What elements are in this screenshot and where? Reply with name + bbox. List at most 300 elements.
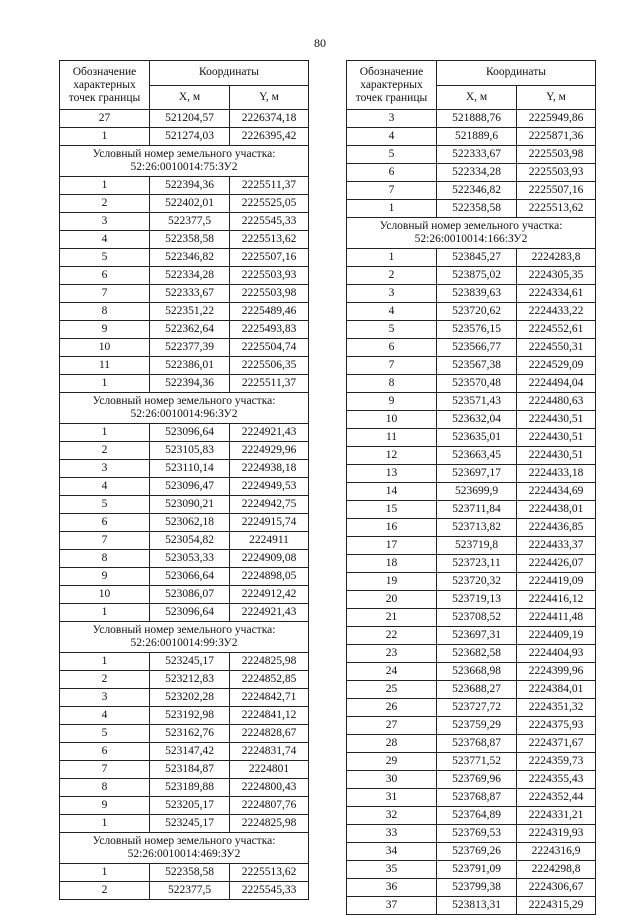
y-coordinate-cell: 2225513,62 [230, 864, 309, 882]
y-coordinate-cell: 2224898,05 [230, 568, 309, 586]
x-coordinate-cell: 523688,27 [437, 681, 517, 699]
x-coordinate-cell: 523839,63 [437, 285, 517, 303]
y-coordinate-cell: 2224433,18 [517, 465, 596, 483]
x-coordinate-cell: 522402,01 [150, 195, 230, 213]
y-coordinate-cell: 2224359,73 [517, 753, 596, 771]
y-coordinate-cell: 2226374,18 [230, 110, 309, 128]
x-coordinate-cell: 522394,36 [150, 177, 230, 195]
x-coordinate-cell: 523813,31 [437, 897, 517, 915]
point-number-cell: 3 [60, 460, 150, 478]
point-number-cell: 26 [347, 699, 437, 717]
point-number-cell: 5 [60, 249, 150, 267]
point-number-cell: 1 [60, 815, 150, 833]
y-coordinate-cell: 2225493,83 [230, 321, 309, 339]
point-number-cell: 34 [347, 843, 437, 861]
y-coordinate-cell: 2225489,46 [230, 303, 309, 321]
y-coordinate-cell: 2225507,16 [517, 182, 596, 200]
y-coordinate-cell: 2224529,09 [517, 357, 596, 375]
y-coordinate-cell: 2224298,8 [517, 861, 596, 879]
point-number-cell: 14 [347, 483, 437, 501]
table-row [60, 231, 309, 249]
table-row [347, 735, 596, 753]
point-number-cell: 23 [347, 645, 437, 663]
designation-header: Обозначение характерных точек границы [347, 61, 437, 110]
y-coordinate-cell: 2224316,9 [517, 843, 596, 861]
table-row [60, 285, 309, 303]
y-coordinate-cell: 2225506,35 [230, 357, 309, 375]
table-row [347, 483, 596, 501]
table-row [347, 146, 596, 164]
table-row [60, 743, 309, 761]
table-row [347, 681, 596, 699]
x-coordinate-cell: 523245,17 [150, 653, 230, 671]
y-coordinate-cell: 2224915,74 [230, 514, 309, 532]
table-row [60, 110, 309, 128]
x-coordinate-cell: 523202,28 [150, 689, 230, 707]
section-title-line1: Условный номер земельного участка: [92, 624, 276, 636]
point-number-cell: 11 [347, 429, 437, 447]
table-row [347, 182, 596, 200]
point-number-cell: 4 [60, 707, 150, 725]
table-row [60, 779, 309, 797]
x-header: X, м [437, 85, 517, 110]
y-coordinate-cell: 2224852,85 [230, 671, 309, 689]
point-number-cell: 6 [347, 164, 437, 182]
point-number-cell: 37 [347, 897, 437, 915]
x-coordinate-cell: 523632,04 [437, 411, 517, 429]
point-number-cell: 7 [60, 761, 150, 779]
table-row [60, 689, 309, 707]
point-number-cell: 6 [60, 743, 150, 761]
y-coordinate-cell: 2224494,04 [517, 375, 596, 393]
table-row [347, 555, 596, 573]
table-row [60, 725, 309, 743]
table-row [60, 321, 309, 339]
y-coordinate-cell: 2224355,43 [517, 771, 596, 789]
table-row [60, 550, 309, 568]
point-number-cell: 36 [347, 879, 437, 897]
y-coordinate-cell: 2224384,01 [517, 681, 596, 699]
x-coordinate-cell: 523066,64 [150, 568, 230, 586]
point-number-cell: 35 [347, 861, 437, 879]
section-row [60, 393, 309, 424]
x-coordinate-cell: 523086,07 [150, 586, 230, 604]
table-row [347, 645, 596, 663]
table-row [60, 478, 309, 496]
point-number-cell: 1 [60, 128, 150, 146]
point-number-cell: 4 [347, 303, 437, 321]
y-coordinate-cell: 2224909,08 [230, 550, 309, 568]
table-row [347, 447, 596, 465]
point-number-cell: 7 [347, 357, 437, 375]
x-coordinate-cell: 523668,98 [437, 663, 517, 681]
y-coordinate-cell: 2224305,35 [517, 267, 596, 285]
point-number-cell: 2 [60, 882, 150, 900]
x-coordinate-cell: 523162,76 [150, 725, 230, 743]
x-coordinate-cell: 522377,5 [150, 213, 230, 231]
table-row [60, 357, 309, 375]
x-coordinate-cell: 521888,76 [437, 110, 517, 128]
table-row [60, 267, 309, 285]
x-coordinate-cell: 523147,42 [150, 743, 230, 761]
x-coordinate-cell: 523759,29 [437, 717, 517, 735]
table-row [60, 213, 309, 231]
x-coordinate-cell: 523711,84 [437, 501, 517, 519]
point-number-cell: 31 [347, 789, 437, 807]
x-coordinate-cell: 522386,01 [150, 357, 230, 375]
y-coordinate-cell: 2224331,21 [517, 807, 596, 825]
x-coordinate-cell: 523567,38 [437, 357, 517, 375]
table-row [347, 164, 596, 182]
point-number-cell: 8 [60, 550, 150, 568]
x-coordinate-cell: 523635,01 [437, 429, 517, 447]
point-number-cell: 7 [60, 285, 150, 303]
point-number-cell: 2 [60, 442, 150, 460]
x-coordinate-cell: 522377,5 [150, 882, 230, 900]
x-coordinate-cell: 523096,64 [150, 424, 230, 442]
point-number-cell: 22 [347, 627, 437, 645]
x-coordinate-cell: 523719,8 [437, 537, 517, 555]
x-coordinate-cell: 523062,18 [150, 514, 230, 532]
x-coordinate-cell: 522346,82 [437, 182, 517, 200]
table-row [347, 663, 596, 681]
cadastral-number: 52:26:0010014:99:ЗУ2 [130, 637, 238, 649]
table-row [347, 699, 596, 717]
left-table-body [60, 110, 309, 900]
table-row [60, 653, 309, 671]
x-coordinate-cell: 522358,58 [150, 231, 230, 249]
table-row [60, 303, 309, 321]
y-coordinate-cell: 2224949,53 [230, 478, 309, 496]
table-row [60, 375, 309, 393]
x-coordinate-cell: 522358,58 [437, 200, 517, 218]
x-coordinate-cell: 523110,14 [150, 460, 230, 478]
y-coordinate-cell: 2225503,98 [230, 285, 309, 303]
point-number-cell: 7 [347, 182, 437, 200]
point-number-cell: 15 [347, 501, 437, 519]
y-coordinate-cell: 2224430,51 [517, 447, 596, 465]
y-coordinate-cell: 2225503,98 [517, 146, 596, 164]
cadastral-number: 52:26:0010014:469:ЗУ2 [127, 848, 241, 860]
y-coordinate-cell: 2224430,51 [517, 429, 596, 447]
table-row [60, 496, 309, 514]
x-coordinate-cell: 523697,31 [437, 627, 517, 645]
table-row [347, 609, 596, 627]
coordinates-table-right [346, 60, 596, 915]
x-coordinate-cell: 521889,6 [437, 128, 517, 146]
y-coordinate-cell: 2224828,67 [230, 725, 309, 743]
y-coordinate-cell: 2224433,37 [517, 537, 596, 555]
x-coordinate-cell: 522346,82 [150, 249, 230, 267]
point-number-cell: 25 [347, 681, 437, 699]
x-coordinate-cell: 521204,57 [150, 110, 230, 128]
y-coordinate-cell: 2224831,74 [230, 743, 309, 761]
y-coordinate-cell: 2225871,36 [517, 128, 596, 146]
point-number-cell: 30 [347, 771, 437, 789]
point-number-cell: 2 [347, 267, 437, 285]
x-coordinate-cell: 523799,38 [437, 879, 517, 897]
point-number-cell: 9 [60, 568, 150, 586]
coordinates-header: Координаты [437, 61, 596, 86]
x-coordinate-cell: 522362,64 [150, 321, 230, 339]
point-number-cell: 18 [347, 555, 437, 573]
y-header: Y, м [517, 85, 596, 110]
point-number-cell: 5 [347, 146, 437, 164]
y-coordinate-cell: 2224841,12 [230, 707, 309, 725]
y-coordinate-cell: 2224825,98 [230, 815, 309, 833]
point-number-cell: 27 [347, 717, 437, 735]
x-coordinate-cell: 523769,53 [437, 825, 517, 843]
point-number-cell: 29 [347, 753, 437, 771]
x-coordinate-cell: 523571,43 [437, 393, 517, 411]
point-number-cell: 2 [60, 671, 150, 689]
x-coordinate-cell: 523699,9 [437, 483, 517, 501]
point-number-cell: 1 [60, 177, 150, 195]
y-coordinate-cell: 2224416,12 [517, 591, 596, 609]
coordinates-table-left [59, 60, 309, 900]
x-coordinate-cell: 522394,36 [150, 375, 230, 393]
x-coordinate-cell: 523769,26 [437, 843, 517, 861]
y-coordinate-cell: 2225513,62 [517, 200, 596, 218]
table-row [347, 753, 596, 771]
y-coordinate-cell: 2224315,29 [517, 897, 596, 915]
y-coordinate-cell: 2224911 [230, 532, 309, 550]
point-number-cell: 1 [60, 375, 150, 393]
point-number-cell: 6 [60, 267, 150, 285]
point-number-cell: 24 [347, 663, 437, 681]
point-number-cell: 12 [347, 447, 437, 465]
cadastral-number: 52:26:0010014:166:ЗУ2 [414, 233, 528, 245]
table-row [60, 761, 309, 779]
table-row [60, 882, 309, 900]
x-coordinate-cell: 522334,28 [150, 267, 230, 285]
point-number-cell: 9 [60, 321, 150, 339]
x-coordinate-cell: 523096,64 [150, 604, 230, 622]
y-coordinate-cell: 2225511,37 [230, 375, 309, 393]
table-row [60, 177, 309, 195]
table-row [60, 568, 309, 586]
y-coordinate-cell: 2225507,16 [230, 249, 309, 267]
y-coordinate-cell: 2224438,01 [517, 501, 596, 519]
point-number-cell: 4 [60, 231, 150, 249]
section-title-line1: Условный номер земельного участка: [92, 835, 276, 847]
table-row [347, 411, 596, 429]
x-coordinate-cell: 523719,13 [437, 591, 517, 609]
table-row [347, 591, 596, 609]
x-coordinate-cell: 523212,83 [150, 671, 230, 689]
point-number-cell: 10 [60, 586, 150, 604]
y-coordinate-cell: 2225503,93 [517, 164, 596, 182]
table-row [347, 339, 596, 357]
section-title [60, 622, 309, 653]
point-number-cell: 33 [347, 825, 437, 843]
section-title [60, 833, 309, 864]
section-title [60, 393, 309, 424]
coordinates-header: Координаты [150, 61, 309, 86]
point-number-cell: 7 [60, 532, 150, 550]
point-number-cell: 28 [347, 735, 437, 753]
point-number-cell: 5 [60, 496, 150, 514]
point-number-cell: 4 [60, 478, 150, 496]
y-coordinate-cell: 2226395,42 [230, 128, 309, 146]
table-row [347, 789, 596, 807]
point-number-cell: 8 [347, 375, 437, 393]
x-coordinate-cell: 523245,17 [150, 815, 230, 833]
y-coordinate-cell: 2224399,96 [517, 663, 596, 681]
table-row [60, 815, 309, 833]
table-row [347, 375, 596, 393]
point-number-cell: 3 [60, 689, 150, 707]
y-coordinate-cell: 2224426,07 [517, 555, 596, 573]
table-row [60, 707, 309, 725]
table-row [347, 627, 596, 645]
table-row [347, 825, 596, 843]
table-row [60, 442, 309, 460]
section-title [60, 146, 309, 177]
y-coordinate-cell: 2224921,43 [230, 424, 309, 442]
table-row [60, 671, 309, 689]
point-number-cell: 4 [347, 128, 437, 146]
table-row [60, 249, 309, 267]
point-number-cell: 16 [347, 519, 437, 537]
y-coordinate-cell: 2224433,22 [517, 303, 596, 321]
table-row [347, 429, 596, 447]
table-row [347, 128, 596, 146]
x-coordinate-cell: 523768,87 [437, 735, 517, 753]
point-number-cell: 3 [347, 285, 437, 303]
x-coordinate-cell: 523875,02 [437, 267, 517, 285]
y-coordinate-cell: 2224800,43 [230, 779, 309, 797]
y-header: Y, м [230, 85, 309, 110]
point-number-cell: 10 [60, 339, 150, 357]
point-number-cell: 10 [347, 411, 437, 429]
designation-header: Обозначение характерных точек границы [60, 61, 150, 110]
y-coordinate-cell: 2224351,32 [517, 699, 596, 717]
y-coordinate-cell: 2224942,75 [230, 496, 309, 514]
table-row [347, 110, 596, 128]
section-row [347, 218, 596, 249]
x-coordinate-cell: 523192,98 [150, 707, 230, 725]
y-coordinate-cell: 2224842,71 [230, 689, 309, 707]
table-row [347, 717, 596, 735]
section-title-line1: Условный номер земельного участка: [379, 220, 563, 232]
point-number-cell: 13 [347, 465, 437, 483]
x-coordinate-cell: 523723,11 [437, 555, 517, 573]
point-number-cell: 6 [60, 514, 150, 532]
y-coordinate-cell: 2224430,51 [517, 411, 596, 429]
x-coordinate-cell: 523791,09 [437, 861, 517, 879]
x-coordinate-cell: 522334,28 [437, 164, 517, 182]
point-number-cell: 1 [60, 653, 150, 671]
y-coordinate-cell: 2224552,61 [517, 321, 596, 339]
x-coordinate-cell: 523566,77 [437, 339, 517, 357]
x-coordinate-cell: 523205,17 [150, 797, 230, 815]
x-coordinate-cell: 523096,47 [150, 478, 230, 496]
table-row [60, 586, 309, 604]
point-number-cell: 1 [60, 424, 150, 442]
table-row [60, 864, 309, 882]
y-coordinate-cell: 2225949,86 [517, 110, 596, 128]
table-row [347, 285, 596, 303]
point-number-cell: 8 [60, 779, 150, 797]
table-row [60, 424, 309, 442]
x-coordinate-cell: 521274,03 [150, 128, 230, 146]
point-number-cell: 9 [60, 797, 150, 815]
x-coordinate-cell: 522351,22 [150, 303, 230, 321]
x-coordinate-cell: 523720,32 [437, 573, 517, 591]
y-coordinate-cell: 2225513,62 [230, 231, 309, 249]
table-row [347, 200, 596, 218]
x-coordinate-cell: 523105,83 [150, 442, 230, 460]
table-row [347, 267, 596, 285]
table-row [60, 128, 309, 146]
point-number-cell: 19 [347, 573, 437, 591]
x-coordinate-cell: 523663,45 [437, 447, 517, 465]
x-coordinate-cell: 523570,48 [437, 375, 517, 393]
x-coordinate-cell: 523720,62 [437, 303, 517, 321]
y-coordinate-cell: 2225504,74 [230, 339, 309, 357]
y-coordinate-cell: 2225545,33 [230, 882, 309, 900]
x-coordinate-cell: 523184,87 [150, 761, 230, 779]
x-coordinate-cell: 523189,88 [150, 779, 230, 797]
y-coordinate-cell: 2225511,37 [230, 177, 309, 195]
x-coordinate-cell: 523576,15 [437, 321, 517, 339]
y-coordinate-cell: 2224801 [230, 761, 309, 779]
x-coordinate-cell: 522333,67 [437, 146, 517, 164]
table-row [347, 843, 596, 861]
x-header: X, м [150, 85, 230, 110]
x-coordinate-cell: 523771,52 [437, 753, 517, 771]
table-row [347, 807, 596, 825]
y-coordinate-cell: 2224404,93 [517, 645, 596, 663]
x-coordinate-cell: 523697,17 [437, 465, 517, 483]
x-coordinate-cell: 522377,39 [150, 339, 230, 357]
point-number-cell: 5 [347, 321, 437, 339]
table-row [60, 339, 309, 357]
y-coordinate-cell: 2224411,48 [517, 609, 596, 627]
table-row [60, 797, 309, 815]
cadastral-number: 52:26:0010014:75:ЗУ2 [130, 161, 238, 173]
point-number-cell: 1 [347, 249, 437, 267]
section-title-line1: Условный номер земельного участка: [92, 395, 276, 407]
table-row [347, 537, 596, 555]
table-row [347, 321, 596, 339]
y-coordinate-cell: 2224334,61 [517, 285, 596, 303]
point-number-cell: 27 [60, 110, 150, 128]
point-number-cell: 1 [60, 604, 150, 622]
table-row [60, 604, 309, 622]
table-row [60, 195, 309, 213]
point-number-cell: 11 [60, 357, 150, 375]
point-number-cell: 8 [60, 303, 150, 321]
y-coordinate-cell: 2224929,96 [230, 442, 309, 460]
y-coordinate-cell: 2224436,85 [517, 519, 596, 537]
table-row [347, 879, 596, 897]
table-row [60, 532, 309, 550]
y-coordinate-cell: 2224825,98 [230, 653, 309, 671]
x-coordinate-cell: 523764,89 [437, 807, 517, 825]
cadastral-number: 52:26:0010014:96:ЗУ2 [130, 408, 238, 420]
table-row [347, 771, 596, 789]
y-coordinate-cell: 2224352,44 [517, 789, 596, 807]
point-number-cell: 3 [347, 110, 437, 128]
point-number-cell: 17 [347, 537, 437, 555]
y-coordinate-cell: 2224306,67 [517, 879, 596, 897]
y-coordinate-cell: 2224938,18 [230, 460, 309, 478]
point-number-cell: 1 [60, 864, 150, 882]
y-coordinate-cell: 2224807,76 [230, 797, 309, 815]
section-title [347, 218, 596, 249]
